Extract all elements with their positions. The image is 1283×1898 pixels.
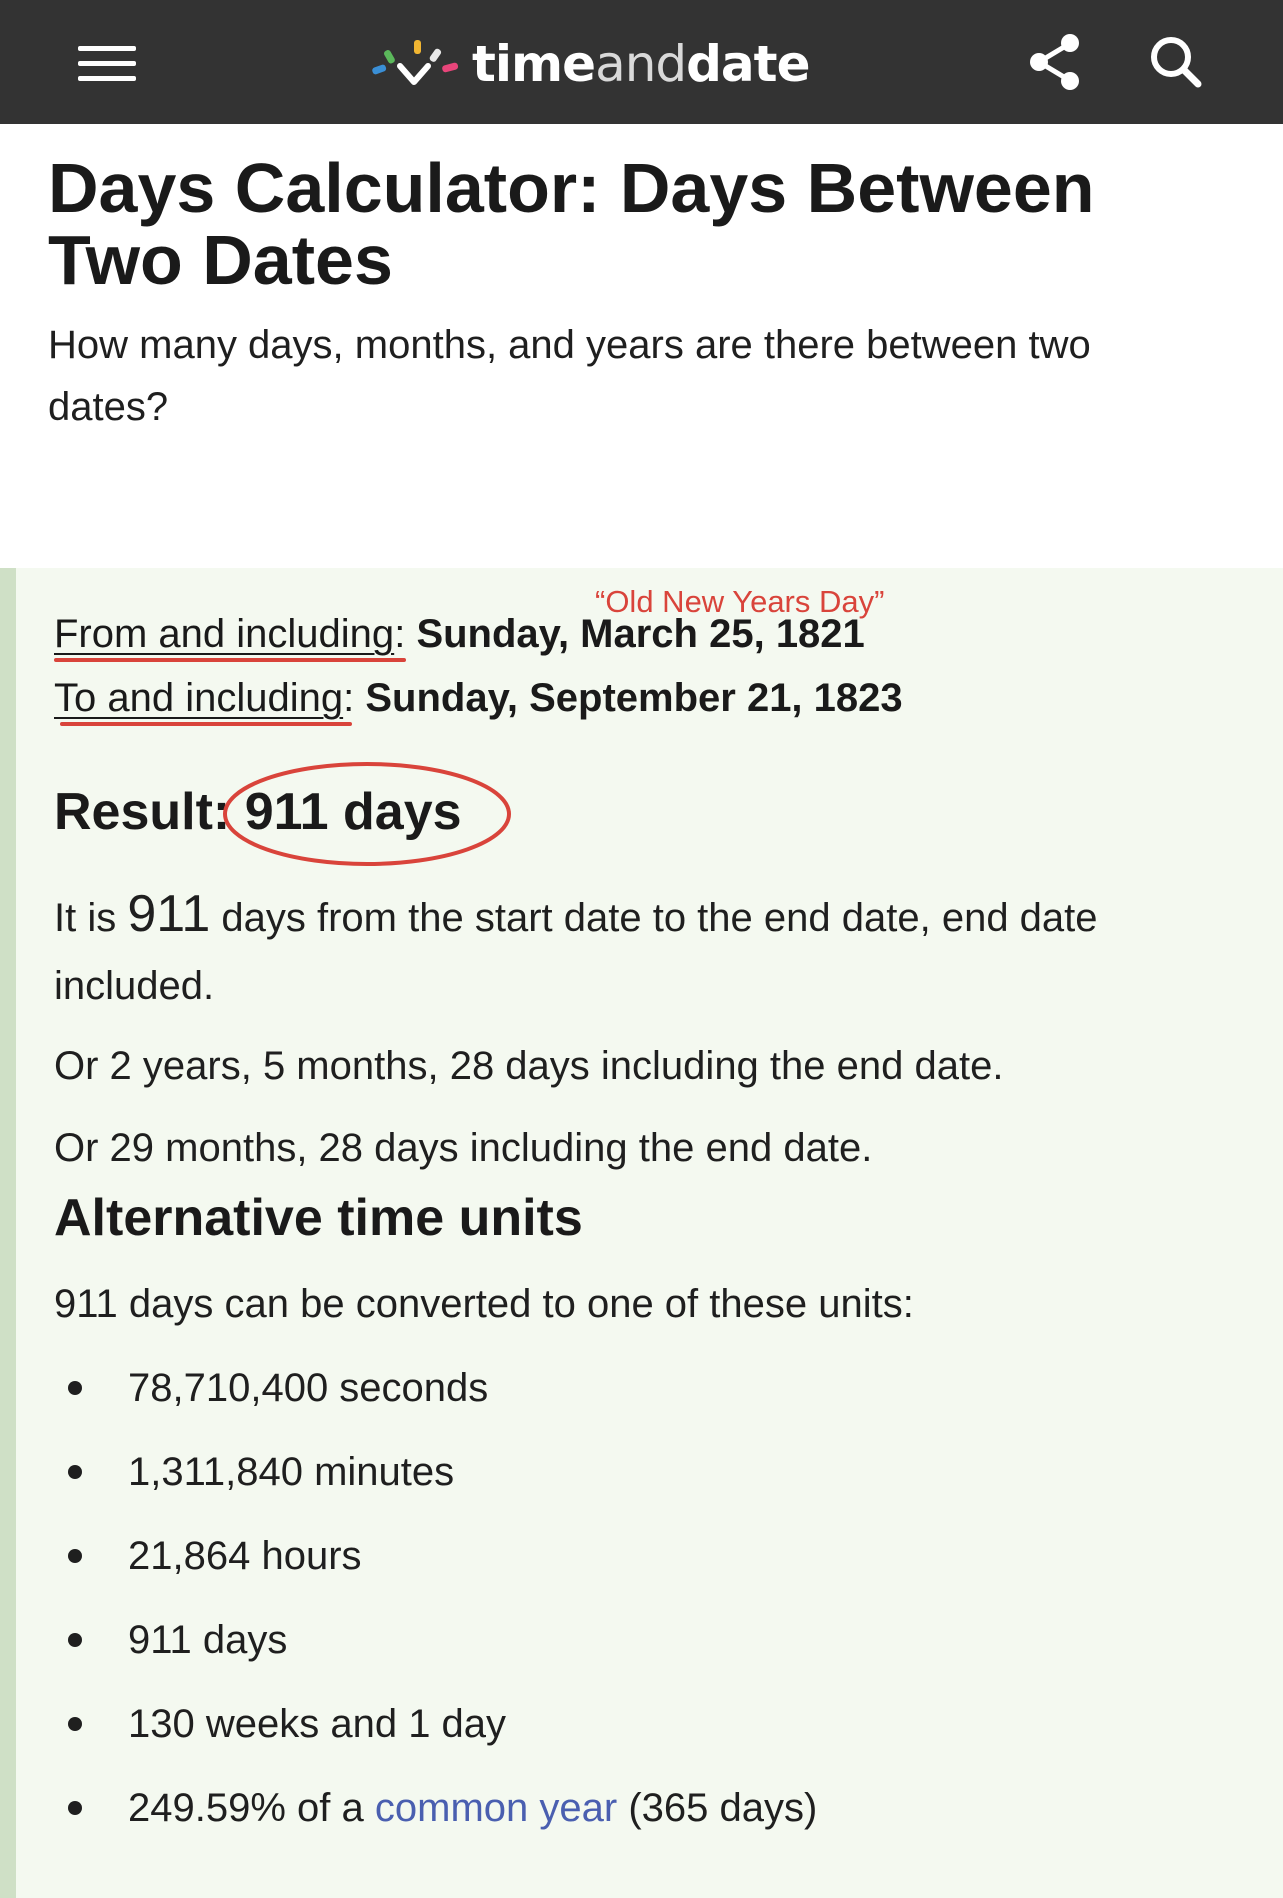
top-bar (0, 0, 1283, 124)
list-item: 911 days (0, 1598, 1283, 1682)
from-date-value: Sunday, March 25, 1821 (416, 612, 865, 656)
to-label-link[interactable]: To and including (54, 676, 344, 720)
old-new-years-annotation: “Old New Years Day” (595, 584, 885, 619)
from-separator: : (394, 612, 406, 656)
result-red-circle (220, 758, 514, 870)
share-icon[interactable] (1025, 30, 1085, 94)
site-logo[interactable] (370, 36, 809, 92)
to-label-red-underline (60, 722, 352, 726)
from-label-red-underline (54, 658, 406, 662)
logo-wordmark: timeanddate (472, 35, 810, 93)
list-item: 21,864 hours (0, 1514, 1283, 1598)
page-title: Days Calculator: Days Between Two Dates (48, 149, 1095, 299)
timeanddate-logo-icon (370, 36, 470, 92)
search-icon[interactable] (1146, 32, 1206, 92)
to-date-value: Sunday, September 21, 1823 (365, 676, 903, 720)
to-separator: : (343, 676, 355, 720)
list-item: 78,710,400 seconds (0, 1346, 1283, 1430)
result-sentence: It is 911 days from the start date to the end date, end date included. (54, 885, 1098, 1008)
list-item: 1,311,840 minutes (0, 1430, 1283, 1514)
list-item: 249.59% of a common year (365 days) (0, 1766, 1283, 1850)
result-years-months-days: Or 2 years, 5 months, 28 days including the end date. (54, 1044, 1004, 1088)
alternative-units-intro: 911 days can be converted to one of these units: (54, 1282, 914, 1326)
from-label-link[interactable]: From and including (54, 612, 395, 656)
alternative-units-heading: Alternative time units (54, 1189, 583, 1247)
from-date-line (54, 612, 865, 657)
common-year-link[interactable]: common year (374, 1786, 618, 1830)
to-date-line (54, 676, 903, 721)
hamburger-menu-icon[interactable] (78, 44, 136, 82)
result-value: 911 days (244, 783, 462, 841)
result-label: Result (54, 783, 213, 841)
alternative-units-list (0, 1346, 1283, 1850)
result-heading: Result: 911 days (54, 783, 462, 841)
result-sentence-number: 911 (127, 885, 211, 943)
result-months-days: Or 29 months, 28 days including the end date. (54, 1126, 873, 1170)
page-subtitle: How many days, months, and years are there between two dates? (48, 323, 1091, 429)
list-item: 130 weeks and 1 day (0, 1682, 1283, 1766)
